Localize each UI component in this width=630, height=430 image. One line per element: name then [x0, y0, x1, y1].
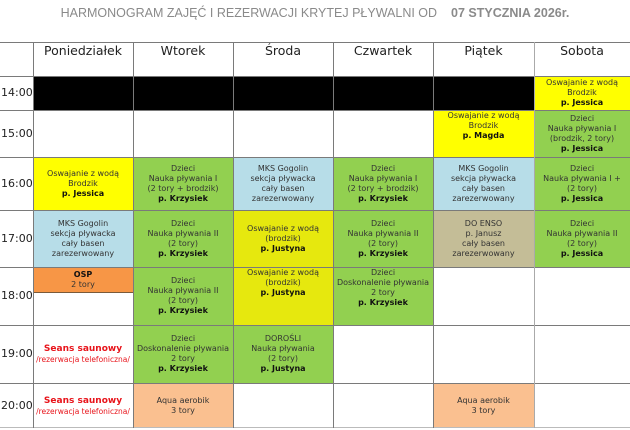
- event-title: MKS Gogolin: [57, 218, 109, 228]
- event-title: Dzieci: [170, 276, 196, 285]
- event-detail: (brodzik): [265, 278, 301, 287]
- event-instructor: p. Jessica: [560, 98, 604, 107]
- grid-line: [534, 42, 535, 428]
- event-detail: Nauka pływania: [251, 344, 315, 353]
- grid-line: [0, 110, 630, 111]
- event-fri-1500[interactable]: [433, 110, 534, 157]
- event-detail: Doskonalenie pływania: [136, 344, 230, 353]
- event-title: Oswajanie z wodą: [247, 268, 319, 277]
- title-main: HARMONOGRAM ZAJĘĆ I REZERWACJI KRYTEJ PŁYWALNI OD: [60, 6, 438, 20]
- event-instructor: p. Jessica: [560, 143, 604, 153]
- event-note: zarezerwowany: [251, 193, 315, 203]
- event-lanes: cały basen: [61, 238, 105, 248]
- event-detail: Doskonalenie pływania: [336, 278, 430, 287]
- event-sat-1600[interactable]: [534, 157, 630, 210]
- time-label-1600: 16:00: [1, 176, 33, 190]
- event-lanes: 2 tory: [371, 288, 395, 297]
- event-lanes: cały basen: [261, 183, 305, 193]
- event-instructor: p. Krzysiek: [358, 248, 408, 258]
- event-tue-1800[interactable]: [133, 267, 233, 325]
- grid-line: [233, 42, 234, 428]
- event-lanes: (2 tory + brodzik): [347, 183, 419, 193]
- event-detail: sekcja pływacka: [50, 228, 116, 238]
- grid-line: [0, 325, 630, 326]
- event-title: Dzieci: [569, 163, 595, 173]
- event-title: Dzieci: [370, 218, 396, 228]
- time-label-1900: 19:00: [1, 347, 33, 360]
- event-title: MKS Gogolin: [458, 163, 509, 173]
- event-lanes: cały basen: [462, 183, 505, 193]
- event-tue-1700[interactable]: [133, 210, 233, 267]
- event-title: Aqua aerobik: [457, 395, 510, 405]
- event-detail: Brodzik: [68, 178, 98, 188]
- grid-line: [0, 427, 630, 428]
- event-instructor: p. Magda: [462, 131, 505, 140]
- event-title: Oswajanie z wodą: [546, 78, 618, 87]
- time-label-1400: 14:00: [1, 86, 33, 99]
- day-header-wednesday: Środa: [264, 43, 302, 58]
- time-label-1800: 18:00: [1, 289, 33, 302]
- event-note: /rezerwacja telefoniczna/: [36, 355, 130, 364]
- event-mon-1800[interactable]: [33, 267, 133, 293]
- closed-block-1400: [33, 76, 534, 110]
- grid-line: [0, 157, 630, 158]
- event-title: Oswajanie z wodą: [247, 223, 319, 233]
- grid-line: [133, 42, 134, 428]
- event-lanes: (2 tory): [168, 296, 198, 305]
- event-note: zarezerwowany: [51, 248, 115, 258]
- event-title: DO ENSO: [464, 218, 503, 228]
- grid-line: [0, 210, 630, 211]
- event-lanes: cały basen: [462, 238, 505, 248]
- time-label-1500: 15:00: [1, 126, 33, 140]
- schedule-table: [0, 42, 630, 428]
- event-title: Dzieci: [569, 218, 595, 228]
- event-detail: Nauka pływania I: [348, 173, 418, 183]
- event-instructor: p. Jessica: [560, 193, 604, 203]
- event-lanes: (2 tory): [567, 183, 597, 193]
- event-title: MKS Gogolin: [257, 163, 309, 173]
- event-tue-1900[interactable]: [133, 325, 233, 383]
- event-fri-1600[interactable]: [433, 157, 534, 210]
- event-thu-1700[interactable]: [333, 210, 433, 267]
- event-note: /rezerwacja telefoniczna/: [36, 406, 130, 416]
- event-lanes: (brodzik, 2 tory): [549, 133, 615, 143]
- event-sat-1400[interactable]: [534, 76, 630, 110]
- event-detail: Brodzik: [468, 121, 499, 130]
- event-detail: Nauka pływania II: [147, 286, 219, 295]
- time-label-2000: 20:00: [1, 398, 33, 412]
- event-detail: Nauka pływania I: [547, 123, 617, 133]
- event-instructor: p. Krzysiek: [158, 248, 208, 258]
- event-instructor: p. Krzysiek: [158, 364, 208, 373]
- event-lanes: 2 tory: [71, 279, 95, 289]
- event-detail: Nauka pływania II: [147, 228, 219, 238]
- grid-line: [0, 76, 630, 77]
- event-detail: sekcja pływacka: [450, 173, 517, 183]
- event-fri-1700[interactable]: [433, 210, 534, 267]
- event-fri-2000[interactable]: [433, 383, 534, 428]
- page-title: [0, 6, 630, 20]
- event-detail: p. Janusz: [465, 228, 502, 238]
- event-title: Seans saunowy: [43, 395, 123, 406]
- grid-line: [0, 42, 630, 43]
- event-note: zarezerwowany: [452, 193, 515, 203]
- event-wed-1900[interactable]: [233, 325, 333, 383]
- event-detail: Nauka pływania II: [347, 228, 419, 238]
- event-lanes: 2 tory: [171, 354, 195, 363]
- event-detail: Nauka pływania I +: [543, 173, 621, 183]
- event-title: Oswajanie z wodą: [47, 168, 119, 178]
- event-instructor: p. Krzysiek: [358, 193, 408, 203]
- event-sat-1500[interactable]: [534, 110, 630, 157]
- event-title: Dzieci: [569, 113, 595, 123]
- event-title: Oswajanie z wodą: [447, 111, 520, 120]
- event-instructor: p. Jessica: [61, 188, 105, 198]
- event-lanes: (2 tory): [268, 354, 298, 363]
- event-title: Seans saunowy: [43, 344, 123, 354]
- event-tue-2000[interactable]: [133, 383, 233, 428]
- event-title: Dzieci: [370, 163, 396, 173]
- event-instructor: p. Justyna: [260, 288, 306, 297]
- grid-line: [0, 267, 630, 268]
- grid-line: [333, 42, 334, 428]
- title-date: 07 STYCZNIA 2026r.: [451, 6, 570, 20]
- event-wed-1600[interactable]: [233, 157, 333, 210]
- event-instructor: p. Krzysiek: [158, 193, 208, 203]
- event-mon-1600[interactable]: [33, 157, 133, 210]
- event-title: Dzieci: [170, 218, 196, 228]
- event-title: Dzieci: [170, 334, 196, 343]
- event-thu-1800[interactable]: [333, 267, 433, 325]
- event-title: DOROŚLI: [264, 334, 302, 343]
- time-label-1700: 17:00: [1, 231, 33, 245]
- event-tue-1600[interactable]: [133, 157, 233, 210]
- event-wed-1700[interactable]: [233, 210, 333, 267]
- grid-line: [33, 42, 34, 428]
- event-mon-1900[interactable]: [33, 325, 133, 383]
- event-detail: Nauka pływania I: [148, 173, 218, 183]
- event-detail: Nauka pływania II: [546, 228, 618, 238]
- event-lanes: (2 tory): [368, 238, 398, 248]
- event-mon-1700[interactable]: [33, 210, 133, 267]
- event-title: OSP: [73, 269, 93, 279]
- event-lanes: 3 tory: [471, 405, 496, 415]
- event-sat-1700[interactable]: [534, 210, 630, 267]
- day-header-thursday: Czwartek: [353, 43, 413, 58]
- event-lanes: 3 tory: [171, 405, 195, 415]
- event-title: Dzieci: [170, 163, 196, 173]
- event-instructor: p. Krzysiek: [158, 306, 208, 315]
- day-header-friday: Piątek: [464, 43, 503, 58]
- event-wed-1800[interactable]: [233, 267, 333, 325]
- event-instructor: p. Justyna: [260, 364, 306, 373]
- event-detail: (brodzik): [265, 233, 301, 243]
- day-header-monday: Poniedziałek: [44, 43, 122, 58]
- day-header-tuesday: Wtorek: [160, 43, 206, 58]
- event-instructor: p. Krzysiek: [358, 298, 408, 307]
- event-title: Dzieci: [370, 268, 396, 277]
- grid-line: [433, 42, 434, 428]
- event-lanes: (2 tory + brodzik): [147, 183, 219, 193]
- event-lanes: (2 tory): [567, 238, 597, 248]
- event-lanes: (2 tory): [168, 238, 198, 248]
- event-instructor: p. Jessica: [560, 248, 604, 258]
- event-detail: Brodzik: [567, 88, 597, 97]
- event-detail: sekcja pływacka: [250, 173, 316, 183]
- event-mon-2000[interactable]: [33, 383, 133, 428]
- event-thu-1600[interactable]: [333, 157, 433, 210]
- grid-line: [0, 383, 630, 384]
- event-instructor: p. Justyna: [260, 243, 306, 253]
- day-header-saturday: Sobota: [560, 43, 604, 58]
- event-note: zarezerwowany: [452, 248, 515, 258]
- event-title: Aqua aerobik: [156, 395, 210, 405]
